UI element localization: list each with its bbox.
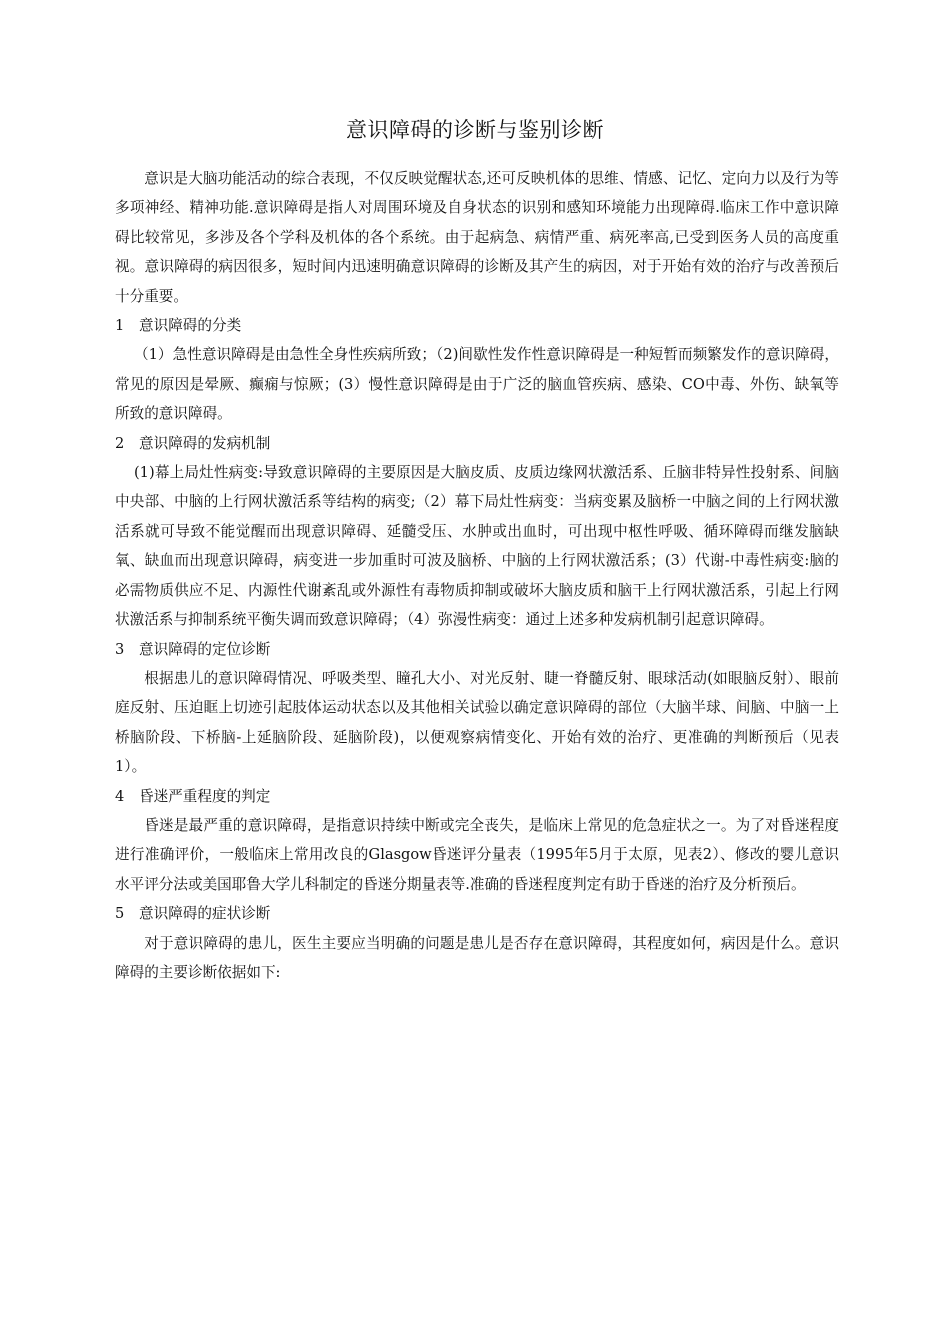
- section-number: 1: [115, 317, 125, 335]
- section-paragraph-1: （1）急性意识障碍是由急性全身性疾病所致；（2)间歇性发作性意识障碍是一种短暂而频繁发作的意识障碍，常见的原因是晕厥、癫痫与惊厥；(3）慢性意识障碍是由于广泛的脑血管疾病、感染、CO中毒、外伤、缺氧等所致的意识障碍。: [115, 346, 839, 423]
- section-number: 5: [115, 905, 125, 923]
- section-heading-5: [115, 899, 839, 928]
- section-heading-2: [115, 429, 839, 458]
- section-heading-3: [115, 635, 839, 664]
- document-body: [115, 164, 839, 987]
- section-paragraph-3: 根据患儿的意识障碍情况、呼吸类型、瞳孔大小、对光反射、睫一脊髓反射、眼球活动(如眼脑反射）、眼前庭反射、压迫眶上切迹引起肢体运动状态以及其他相关试验以确定意识障碍的部位（大脑半球、间脑、中脑一上桥脑阶段、下桥脑-上延脑阶段、延脑阶段)，以便观察病情变化、开始有效的治疗、更准确的判断预后（见表1）。: [115, 669, 839, 776]
- section-number: 2: [115, 434, 125, 452]
- section-title: 意识障碍的发病机制: [139, 434, 271, 452]
- section-number: 3: [115, 640, 125, 658]
- section-heading-4: [115, 782, 839, 811]
- section-title: 昏迷严重程度的判定: [139, 787, 271, 805]
- section-paragraph-4: 昏迷是最严重的意识障碍，是指意识持续中断或完全丧失，是临床上常见的危急症状之一。为了对昏迷程度进行准确评价，一般临床上常用改良的Glasgow昏迷评分量表（1995年5月于太原，见表2）、修改的婴儿意识水平评分法或美国耶鲁大学儿科制定的昏迷分期量表等.准确的昏迷程度判定有助于昏迷的治疗及分析预后。: [115, 816, 839, 893]
- document-title: 意识障碍的诊断与鉴别诊断: [346, 118, 604, 142]
- section-title: 意识障碍的症状诊断: [139, 905, 271, 923]
- section-number: 4: [115, 787, 125, 805]
- section-title: 意识障碍的定位诊断: [139, 640, 271, 658]
- section-title: 意识障碍的分类: [139, 317, 242, 335]
- section-paragraph-2: (1)幕上局灶性病变:导致意识障碍的主要原因是大脑皮质、皮质边缘网状激活系、丘脑非特异性投射系、间脑中央部、中脑的上行网状激活系等结构的病变;（2）幕下局灶性病变：当病变累及脑桥一中脑之间的上行网状激活系就可导致不能觉醒而出现意识障碍、延髓受压、水肿或出血时，可出现中枢性呼吸、循环障碍而继发脑缺氧、缺血而出现意识障碍，病变进一步加重时可波及脑桥、中脑的上行网状激活系；(3）代谢-中毒性病变:脑的必需物质供应不足、内源性代谢紊乱或外源性有毒物质抑制或破坏大脑皮质和脑干上行网状激活系，引起上行网状激活系与抑制系统平衡失调而致意识障碍；（4）弥漫性病变：通过上述多种发病机制引起意识障碍。: [115, 464, 839, 629]
- section-paragraph-5: 对于意识障碍的患儿，医生主要应当明确的问题是患儿是否存在意识障碍，其程度如何，病因是什么。意识障碍的主要诊断依据如下:: [115, 934, 839, 981]
- section-heading-1: [115, 311, 839, 340]
- intro-paragraph: 意识是大脑功能活动的综合表现，不仅反映觉醒状态,还可反映机体的思维、情感、记忆、定向力以及行为等多项神经、精神功能.意识障碍是指人对周围环境及自身状态的识别和感知环境能力出现障碍.临床工作中意识障碍比较常见，多涉及各个学科及机体的各个系统。由于起病急、病情严重、病死率高,已受到医务人员的高度重视。意识障碍的病因很多，短时间内迅速明确意识障碍的诊断及其产生的病因，对于开始有效的治疗与改善预后十分重要。: [115, 170, 839, 305]
